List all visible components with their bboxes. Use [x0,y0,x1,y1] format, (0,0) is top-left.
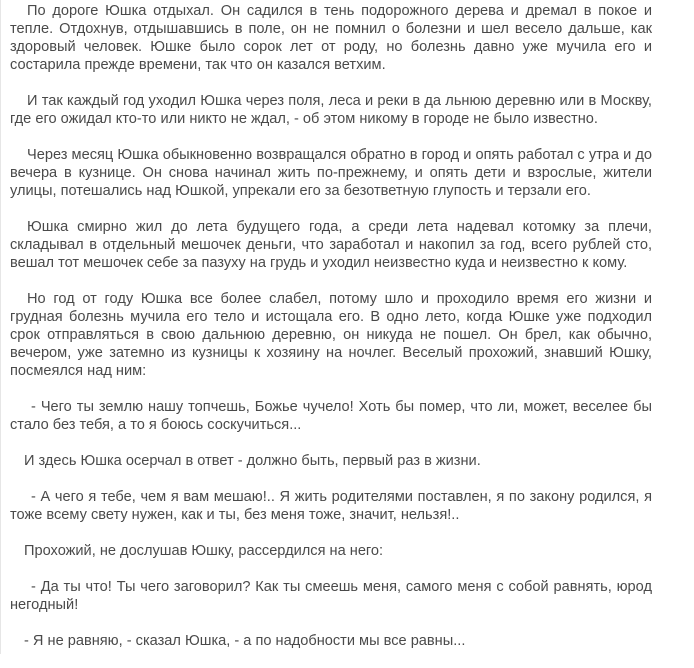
paragraph-5: Но год от году Юшка все более слабел, потому шло и проходило время его жизни и грудная болезнь мучила его тело и истощала его. В одно лето, когда Юшке уже подходил срок отправляться в свою дальнюю деревню, он никуда не пошел. Он брел, как обычно, вечером, уже затемно из кузницы к хозяину на ночлег. Веселый прохожий, знавший Юшку, посмеялся над ним: [10,291,652,379]
paragraph-3: Через месяц Юшка обыкновенно возвращался обратно в город и опять работал с утра и до вечера в кузнице. Он снова начинал жить по-прежнему, и опять дети и взрослые, жители улицы, потешались над Юшкой, упрекали его за безответную глупость и терзали его. [10,147,652,199]
story-text [10,2,652,668]
paragraph-7: И здесь Юшка осерчал в ответ - должно быть, первый раз в жизни. [24,453,481,469]
paragraph-11: - Я не равняю, - сказал Юшка, - а по надобности мы все равны... [24,633,466,649]
paragraph-9: Прохожий, не дослушав Юшку, рассердился на него: [24,543,384,559]
paragraph-2: И так каждый год уходил Юшка через поля, леса и реки в да льнюю деревню или в Москву, где его ожидал кто-то или никто не ждал, - об этом никому в городе не было известно. [10,93,652,127]
paragraph-4: Юшка смирно жил до лета будущего года, а среди лета надевал котомку за плечи, складывал в отдельный мешочек деньги, что заработал и накопил за год, всего рублей сто, вешал тот мешочек себе за пазуху на грудь и уходил неизвестно куда и неизвестно к кому. [10,219,652,271]
paragraph-1: По дороге Юшка отдыхал. Он садился в тень подорожного дерева и дремал в покое и тепле. Отдохнув, отдышавшись в поле, он не помнил о болезни и шел весело дальше, как здоровый человек. Юшке было сорок лет от роду, но болезнь давно уже мучила его и состарила прежде времени, так что он казался ветхим. [10,3,652,73]
paragraph-6: - Чего ты землю нашу топчешь, Божье чучело! Хоть бы помер, что ли, может, веселее бы стало без тебя, а то я боюсь соскучиться... [10,399,652,433]
paragraph-10: - Да ты что! Ты чего заговорил? Как ты смеешь меня, самого меня с собой равнять, юрод негодный! [10,579,652,613]
paragraph-8: - А чего я тебе, чем я вам мешаю!.. Я жить родителями поставлен, я по закону родился, я тоже всему свету нужен, как и ты, без меня тоже, значит, нельзя!.. [10,489,652,523]
